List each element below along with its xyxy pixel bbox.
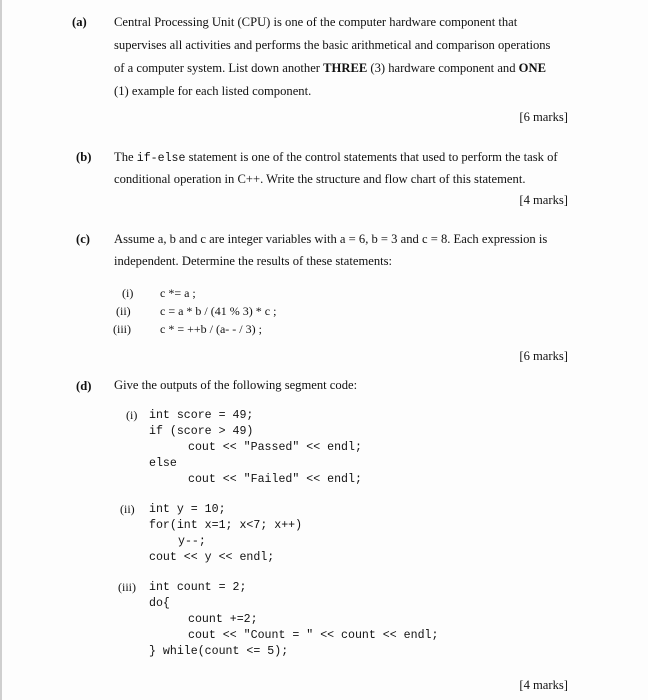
code-i-number: (i) — [126, 408, 138, 422]
question-a-label: (a) — [72, 15, 87, 29]
code-ii-line-2: for(int x=1; x<7; x++) — [149, 519, 303, 532]
question-c-marks: [6 marks] — [519, 349, 568, 363]
code-i-line-2: if (score > 49) — [149, 425, 254, 438]
code-ii-line-3: y--; — [178, 535, 206, 548]
question-a-emphasis-one: ONE — [518, 61, 546, 75]
question-c-label: (c) — [76, 232, 90, 246]
question-c-item-1-expression: c *= a ; — [160, 286, 196, 300]
question-a-marks: [6 marks] — [519, 110, 568, 124]
question-b-code-if-else: if-else — [136, 152, 186, 165]
code-i-line-3: cout << "Passed" << endl; — [188, 441, 362, 454]
code-iii-line-1: int count = 2; — [149, 581, 247, 594]
code-ii-line-4: cout << y << endl; — [149, 551, 275, 564]
code-i-line-1: int score = 49; — [149, 409, 254, 422]
question-a-line-4: (1) example for each listed component. — [114, 84, 312, 98]
question-b-label: (b) — [76, 150, 92, 164]
question-b-line-1-pre: The — [114, 150, 137, 164]
question-c-line-1: Assume a, b and c are integer variables with a = 6, b = 3 and c = 8. Each expression is — [114, 232, 548, 246]
question-a-line-3-pre: of a computer system. List down another — [114, 61, 324, 75]
question-c-line-2: independent. Determine the results of these statements: — [114, 254, 393, 268]
question-b-line-1 — [114, 146, 558, 170]
question-b-line-2: conditional operation in C++. Write the structure and flow chart of this statement. — [114, 172, 526, 186]
question-a-line-2: supervises all activities and performs the basic arithmetical and comparison operations — [114, 38, 551, 52]
code-iii-line-3: count +=2; — [188, 613, 258, 626]
question-c-item-3-number: (iii) — [113, 322, 131, 336]
code-iii-number: (iii) — [118, 580, 136, 594]
question-c-item-1-number: (i) — [122, 286, 134, 300]
code-iii-line-2: do{ — [149, 597, 170, 610]
question-b-line-1-post: statement is one of the control statements that used to perform the task of — [185, 150, 558, 164]
question-a-line-3 — [114, 57, 546, 80]
question-c-item-2-number: (ii) — [116, 304, 131, 318]
question-d-intro: Give the outputs of the following segment code: — [114, 378, 358, 392]
question-d-label: (d) — [76, 379, 92, 393]
question-a-emphasis-three: THREE — [323, 61, 368, 75]
code-ii-number: (ii) — [120, 502, 135, 516]
question-c-item-2-expression: c = a * b / (41 % 3) * c ; — [160, 304, 277, 318]
question-a-line-1: Central Processing Unit (CPU) is one of the computer hardware component that — [114, 15, 518, 29]
code-ii-line-1: int y = 10; — [149, 503, 226, 516]
question-d-marks: [4 marks] — [519, 678, 568, 692]
code-iii-line-5: } while(count <= 5); — [149, 645, 289, 658]
question-a-line-3-mid: (3) hardware component and — [367, 61, 519, 75]
code-i-line-4: else — [149, 457, 177, 470]
question-b-marks: [4 marks] — [519, 193, 568, 207]
code-iii-line-4: cout << "Count = " << count << endl; — [188, 629, 439, 642]
code-i-line-5: cout << "Failed" << endl; — [188, 473, 362, 486]
question-c-item-3-expression: c * = ++b / (a- - / 3) ; — [160, 322, 262, 336]
